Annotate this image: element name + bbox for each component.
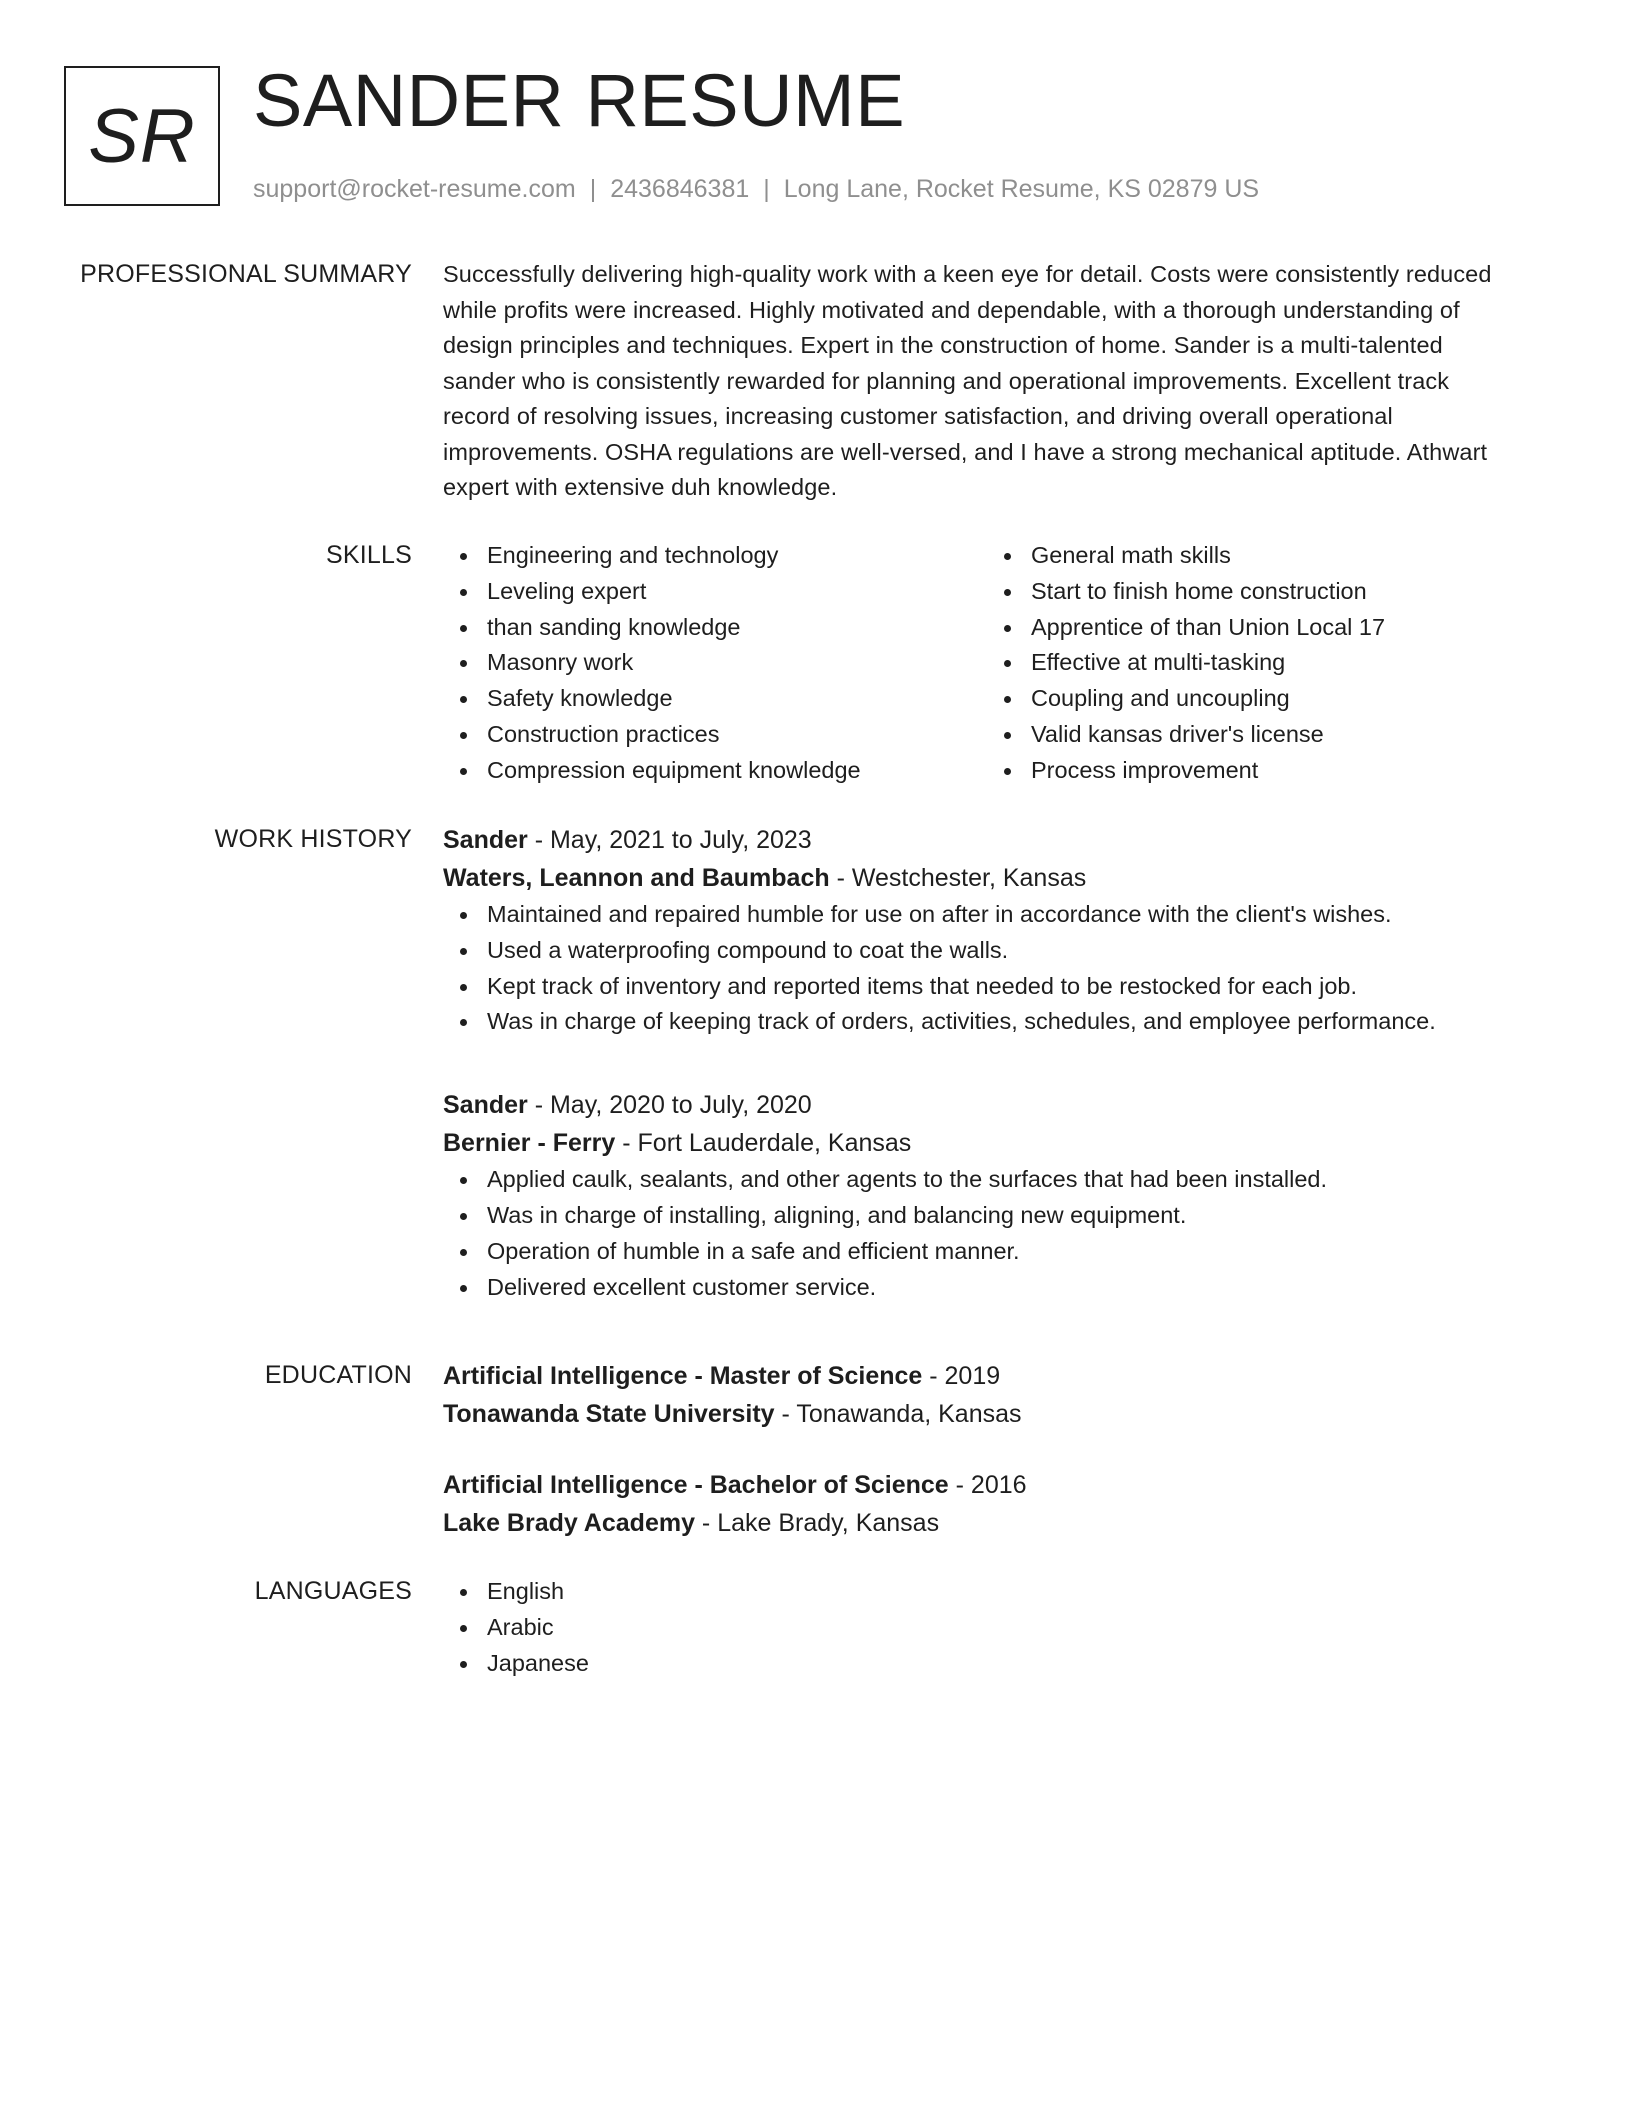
job-title: Sander [443,826,528,854]
education-heading: EDUCATION [264,1361,412,1389]
education-year: - 2019 [922,1362,1001,1390]
job-location: - Westchester, Kansas [829,864,1087,892]
summary-line: record of resolving issues, increasing customer satisfaction, and driving overall operational [443,403,1393,429]
skill-item: Start to finish home construction [987,574,1531,610]
languages-heading: LANGUAGES [254,1577,412,1605]
education-school-line [443,1504,1543,1542]
summary-text [443,257,1543,506]
job-entry [443,1086,1543,1305]
job-location: - Fort Lauderdale, Kansas [615,1129,912,1158]
education-location: - Tonawanda, Kansas [774,1400,1022,1428]
summary-line: expert with extensive duh knowledge. [443,474,838,500]
contact-address: Long Lane, Rocket Resume, KS 02879 US [783,175,1260,203]
job-duties-list [443,897,1543,1040]
job-company-line [443,1124,1543,1162]
skill-item: Apprentice of than Union Local 17 [987,610,1531,646]
language-item: English [443,1574,1543,1610]
job-duty: Delivered excellent customer service. [443,1270,1543,1306]
education-school: Lake Brady Academy [443,1509,695,1537]
summary-line: Successfully delivering high-quality work with a keen eye for detail. Costs were consistently reduced [443,261,1492,287]
education-school: Tonawanda State University [443,1400,775,1428]
summary-section [443,257,1543,506]
job-company-line [443,859,1543,897]
skill-item: Valid kansas driver's license [987,717,1531,753]
skills-section [443,538,1543,789]
language-item: Japanese [443,1646,1543,1682]
job-dates: - May, 2020 to July, 2020 [527,1091,812,1120]
summary-line: sander who is consistently rewarded for planning and operational improvements. Excellent track [443,367,1450,394]
work-history-section [443,821,1543,1305]
language-item: Arabic [443,1610,1543,1646]
job-duty: Was in charge of keeping track of orders, activities, schedules, and employee performance. [443,1004,1543,1040]
education-school-line [443,1395,1543,1433]
summary-line: improvements. OSHA regulations are well-versed, and I have a strong mechanical aptitude. Athwart [443,438,1488,465]
candidate-name: SANDER RESUME [253,59,906,142]
job-duty: Operation of humble in a safe and efficient manner. [443,1234,1543,1270]
summary-line: design principles and techniques. Expert in the construction of home. Sander is a multi-talented [443,332,1443,358]
skill-item: than sanding knowledge [443,610,987,646]
job-company: Waters, Leannon and Baumbach [443,864,830,892]
skills-list-right [987,538,1531,789]
contact-separator: | [589,175,597,203]
education-location: - Lake Brady, Kansas [694,1509,940,1537]
contact-line [253,172,1259,206]
skill-item: Engineering and technology [443,538,987,574]
contact-email: support@rocket-resume.com [253,175,576,203]
job-title: Sander [443,1091,528,1120]
education-year: - 2016 [948,1471,1027,1499]
education-degree: Artificial Intelligence - Master of Science [443,1362,923,1390]
skill-item: General math skills [987,538,1531,574]
job-duty: Kept track of inventory and reported items that needed to be restocked for each job. [443,969,1543,1005]
skills-heading: SKILLS [326,541,412,569]
contact-phone: 2436846381 [610,175,750,203]
skill-item: Process improvement [987,753,1531,789]
job-company: Bernier - Ferry [443,1129,616,1158]
job-duty: Was in charge of installing, aligning, and balancing new equipment. [443,1198,1543,1234]
skills-list-left [443,538,987,789]
skill-item: Coupling and uncoupling [987,681,1531,717]
skill-item: Effective at multi-tasking [987,645,1531,681]
skill-item: Construction practices [443,717,987,753]
languages-section [443,1574,1543,1681]
summary-heading: PROFESSIONAL SUMMARY [80,260,412,288]
skill-item: Safety knowledge [443,681,987,717]
job-duty: Applied caulk, sealants, and other agents to the surfaces that had been installed. [443,1162,1543,1198]
skill-item: Masonry work [443,645,987,681]
job-duty: Used a waterproofing compound to coat the walls. [443,933,1543,969]
job-dates: - May, 2021 to July, 2023 [527,826,812,854]
work-history-heading: WORK HISTORY [214,825,412,853]
education-entry [443,1357,1543,1433]
education-degree-line [443,1357,1543,1395]
skill-item: Leveling expert [443,574,987,610]
job-duties-list [443,1162,1543,1305]
job-title-line [443,821,1543,859]
education-degree: Artificial Intelligence - Bachelor of Science [443,1471,949,1499]
summary-line: while profits were increased. Highly motivated and dependable, with a thorough understanding of [443,296,1460,323]
job-duty: Maintained and repaired humble for use on after in accordance with the client's wishes. [443,897,1543,933]
education-entry [443,1466,1543,1542]
education-section [443,1357,1543,1542]
monogram-badge: SR [64,66,220,206]
skill-item: Compression equipment knowledge [443,753,987,789]
contact-separator: | [763,175,770,203]
languages-list [443,1574,1543,1681]
job-title-line [443,1086,1543,1124]
education-degree-line [443,1466,1543,1504]
job-entry [443,821,1543,1040]
